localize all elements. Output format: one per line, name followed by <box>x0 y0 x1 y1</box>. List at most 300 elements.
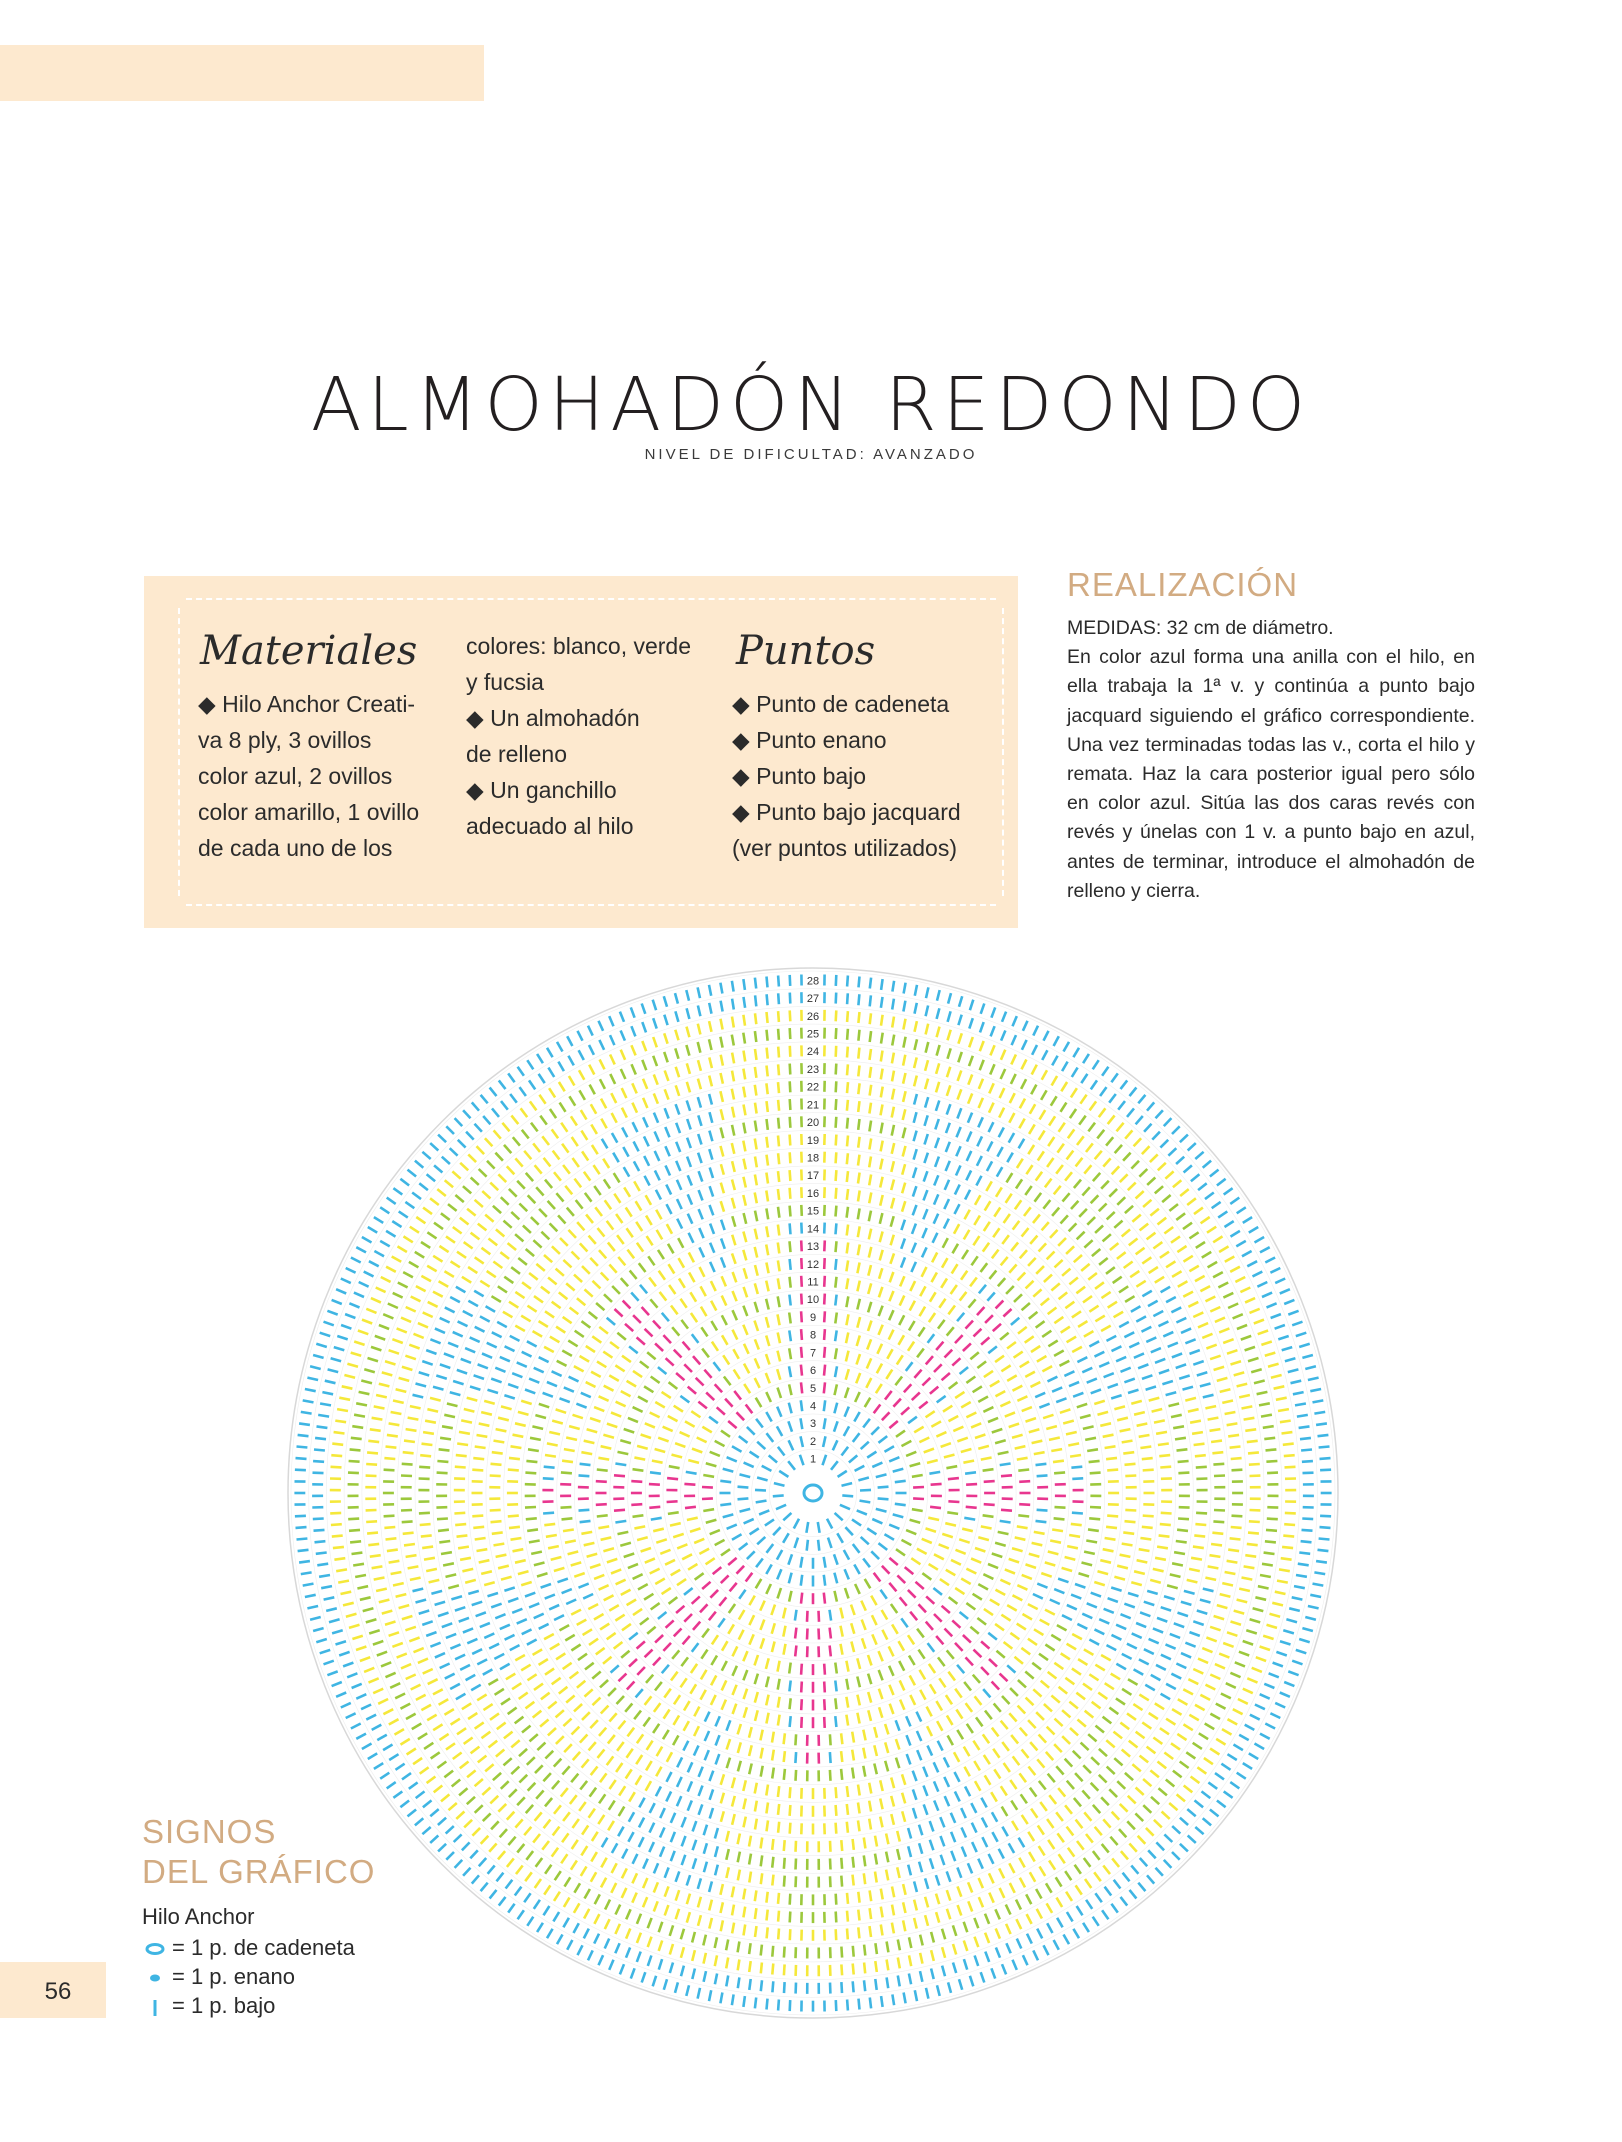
single-crochet-stitch <box>892 1923 894 1934</box>
single-crochet-stitch <box>457 1728 466 1734</box>
single-crochet-stitch <box>1021 1079 1026 1089</box>
single-crochet-stitch <box>325 1381 336 1384</box>
single-crochet-stitch <box>922 1247 927 1257</box>
single-crochet-stitch <box>568 1552 579 1555</box>
single-crochet-stitch <box>704 1862 707 1873</box>
single-crochet-stitch <box>853 1964 854 1975</box>
single-crochet-stitch <box>955 1588 964 1594</box>
single-crochet-stitch <box>1283 1444 1294 1445</box>
single-crochet-stitch <box>691 1664 697 1673</box>
single-crochet-stitch <box>1302 1461 1313 1462</box>
single-crochet-stitch <box>1091 1757 1099 1765</box>
single-crochet-stitch <box>1047 1923 1052 1933</box>
single-crochet-stitch <box>1143 1200 1151 1207</box>
single-crochet-stitch <box>1121 1897 1128 1906</box>
single-crochet-stitch <box>581 1532 592 1534</box>
single-crochet-stitch <box>552 1421 563 1424</box>
single-crochet-stitch <box>1045 1645 1054 1651</box>
single-crochet-stitch <box>698 1042 701 1053</box>
single-crochet-stitch <box>1080 1415 1091 1418</box>
single-crochet-stitch <box>382 1372 393 1375</box>
single-crochet-stitch <box>788 1554 792 1564</box>
single-crochet-stitch <box>534 1614 544 1619</box>
single-crochet-stitch <box>438 1818 446 1825</box>
single-crochet-stitch <box>1088 1529 1099 1531</box>
single-crochet-stitch <box>401 1476 412 1477</box>
single-crochet-stitch <box>676 1373 684 1380</box>
single-crochet-stitch <box>666 1166 671 1176</box>
single-crochet-stitch <box>546 1535 557 1537</box>
single-crochet-stitch <box>461 1420 472 1422</box>
single-crochet-stitch <box>1169 1404 1180 1407</box>
single-crochet-stitch <box>515 1717 524 1724</box>
single-crochet-stitch <box>592 1145 598 1154</box>
single-crochet-stitch <box>1240 1288 1250 1293</box>
round-number-label: 2 <box>809 1435 817 1448</box>
single-crochet-stitch <box>1106 1267 1115 1274</box>
single-crochet-stitch <box>887 1960 889 1971</box>
single-crochet-stitch <box>1157 1547 1168 1549</box>
single-crochet-stitch <box>1191 1777 1200 1784</box>
single-crochet-stitch <box>456 1287 466 1293</box>
single-crochet-stitch <box>966 1703 973 1712</box>
single-crochet-stitch <box>733 1666 737 1676</box>
single-crochet-stitch <box>637 1537 648 1540</box>
single-crochet-stitch <box>947 1512 958 1514</box>
single-crochet-stitch <box>526 1173 533 1181</box>
single-crochet-stitch <box>824 1400 825 1411</box>
single-crochet-stitch <box>890 1704 894 1714</box>
single-crochet-stitch <box>966 1507 977 1508</box>
single-crochet-stitch <box>755 1490 766 1491</box>
single-crochet-stitch <box>881 1996 883 2007</box>
single-crochet-stitch <box>1076 1158 1083 1167</box>
single-crochet-stitch <box>1072 1478 1083 1479</box>
single-crochet-stitch <box>643 1098 647 1108</box>
single-crochet-stitch <box>790 1912 791 1923</box>
single-crochet-stitch <box>1098 1571 1109 1574</box>
single-crochet-stitch <box>457 1370 467 1374</box>
single-crochet-stitch <box>1193 1621 1203 1625</box>
round-number-label: 19 <box>806 1134 820 1147</box>
single-crochet-stitch <box>612 1286 620 1294</box>
single-crochet-stitch <box>1036 1521 1047 1522</box>
single-crochet-stitch <box>1077 1357 1087 1362</box>
single-crochet-stitch <box>600 1079 605 1089</box>
single-crochet-stitch <box>369 1678 379 1682</box>
single-crochet-stitch <box>1187 1580 1198 1583</box>
single-crochet-stitch <box>1069 1278 1078 1285</box>
single-crochet-stitch <box>774 1483 785 1486</box>
single-crochet-stitch <box>634 1142 639 1152</box>
single-crochet-stitch <box>923 1209 927 1219</box>
single-crochet-stitch <box>1119 1829 1126 1837</box>
single-crochet-stitch <box>1177 1246 1186 1252</box>
single-crochet-stitch <box>650 1299 657 1307</box>
single-crochet-stitch <box>579 1050 584 1060</box>
single-crochet-stitch <box>537 1743 545 1751</box>
round-number-label: 10 <box>806 1294 820 1307</box>
single-crochet-stitch <box>1136 1788 1144 1795</box>
single-crochet-stitch <box>1052 1530 1063 1532</box>
single-crochet-stitch <box>1173 1426 1184 1428</box>
single-crochet-stitch <box>1109 1789 1117 1797</box>
single-crochet-stitch <box>1001 1786 1007 1795</box>
single-crochet-stitch <box>777 1569 781 1579</box>
single-crochet-stitch <box>844 1550 849 1560</box>
single-crochet-stitch <box>1245 1725 1255 1730</box>
single-crochet-stitch <box>863 1766 865 1777</box>
single-crochet-stitch <box>1118 1101 1125 1110</box>
single-crochet-stitch <box>859 977 860 988</box>
single-crochet-stitch <box>1239 1735 1249 1740</box>
single-crochet-stitch <box>1258 1586 1269 1588</box>
single-crochet-stitch <box>743 1123 745 1134</box>
single-crochet-stitch <box>688 1460 699 1463</box>
single-crochet-stitch <box>658 1367 667 1374</box>
single-crochet-stitch <box>1000 1088 1005 1098</box>
single-crochet-stitch <box>305 1595 316 1597</box>
single-crochet-stitch <box>1289 1608 1300 1611</box>
single-crochet-stitch <box>790 1929 791 1940</box>
single-crochet-stitch <box>1156 1665 1166 1670</box>
single-crochet-stitch <box>467 1398 478 1401</box>
single-crochet-stitch <box>364 1272 374 1277</box>
single-crochet-stitch <box>1243 1689 1253 1694</box>
signos-heading <box>142 1812 375 1892</box>
single-crochet-stitch <box>528 1783 536 1791</box>
single-crochet-stitch <box>966 1377 975 1383</box>
single-crochet-stitch <box>385 1361 396 1364</box>
single-crochet-stitch <box>477 1549 488 1551</box>
single-crochet-stitch <box>978 1584 988 1589</box>
single-crochet-stitch <box>642 1972 646 1982</box>
single-crochet-stitch <box>968 1901 972 1911</box>
single-crochet-stitch <box>407 1749 416 1755</box>
single-crochet-stitch <box>1228 1550 1239 1552</box>
single-crochet-stitch <box>743 1799 745 1810</box>
materiales-line: color azul, 2 ovillos <box>198 763 393 789</box>
single-crochet-stitch <box>645 1176 650 1186</box>
single-crochet-stitch <box>1264 1684 1274 1688</box>
single-crochet-stitch <box>477 1659 487 1664</box>
single-crochet-stitch <box>643 1897 647 1907</box>
single-crochet-stitch <box>629 1812 634 1822</box>
signos-subheading: Hilo Anchor <box>142 1904 255 1929</box>
single-crochet-stitch <box>401 1664 411 1668</box>
single-crochet-stitch <box>790 1223 791 1234</box>
single-crochet-stitch <box>627 1600 637 1606</box>
single-crochet-stitch <box>472 1828 480 1836</box>
single-crochet-stitch <box>743 1780 746 1791</box>
single-crochet-stitch <box>624 1187 630 1196</box>
single-crochet-stitch <box>572 1727 580 1735</box>
single-crochet-stitch <box>539 1357 549 1362</box>
single-crochet-stitch <box>1280 1421 1291 1423</box>
single-crochet-stitch <box>968 1094 972 1104</box>
single-crochet-stitch <box>569 1230 577 1238</box>
single-crochet-stitch <box>441 1552 452 1554</box>
single-crochet-stitch <box>1042 1222 1049 1230</box>
single-crochet-stitch <box>905 1567 914 1574</box>
single-crochet-stitch <box>992 1554 1003 1558</box>
single-crochet-stitch <box>901 1257 905 1267</box>
single-crochet-stitch <box>733 1704 737 1714</box>
single-crochet-stitch <box>693 1858 696 1869</box>
single-crochet-stitch <box>1001 1031 1005 1041</box>
single-crochet-stitch <box>1235 1662 1245 1666</box>
single-crochet-stitch <box>777 1407 781 1417</box>
single-crochet-stitch <box>875 1943 877 1954</box>
single-crochet-stitch <box>603 1657 612 1664</box>
single-crochet-stitch <box>778 1893 779 1904</box>
single-crochet-stitch <box>1203 1818 1211 1825</box>
single-crochet-stitch <box>1022 1303 1030 1310</box>
single-crochet-stitch <box>296 1458 307 1459</box>
single-crochet-stitch <box>572 1840 578 1849</box>
single-crochet-stitch <box>987 1293 994 1301</box>
single-crochet-stitch <box>903 1920 905 1931</box>
single-crochet-stitch <box>1061 1215 1068 1223</box>
materiales-line: de cada uno de los <box>198 835 393 861</box>
single-crochet-stitch <box>728 1624 734 1633</box>
single-crochet-stitch <box>1012 1435 1023 1438</box>
single-crochet-stitch <box>929 1313 935 1322</box>
single-crochet-stitch <box>1162 1381 1173 1384</box>
single-crochet-stitch <box>489 1844 496 1852</box>
single-crochet-stitch <box>989 1893 993 1903</box>
single-crochet-stitch <box>1139 1169 1147 1177</box>
single-crochet-stitch <box>1262 1564 1273 1566</box>
single-crochet-stitch <box>500 1357 510 1361</box>
single-crochet-stitch <box>744 1364 749 1374</box>
single-crochet-stitch <box>1068 1848 1074 1857</box>
single-crochet-stitch <box>841 1644 843 1655</box>
single-crochet-stitch <box>1076 1693 1085 1700</box>
single-crochet-stitch <box>560 1103 566 1112</box>
single-crochet-stitch <box>1045 1179 1052 1188</box>
single-crochet-stitch <box>1052 1208 1059 1216</box>
single-crochet-stitch <box>496 1429 507 1431</box>
single-crochet-stitch <box>522 1352 532 1357</box>
single-crochet-stitch <box>755 1926 757 1937</box>
single-crochet-stitch <box>1020 1878 1025 1888</box>
single-crochet-stitch <box>477 1435 488 1437</box>
single-crochet-stitch <box>633 1854 638 1864</box>
single-crochet-stitch <box>1150 1154 1158 1162</box>
single-crochet-stitch <box>348 1519 359 1520</box>
single-crochet-stitch <box>1000 1521 1011 1523</box>
single-crochet-stitch <box>1211 1441 1222 1442</box>
single-crochet-stitch <box>979 1285 986 1294</box>
single-crochet-stitch <box>565 1635 574 1641</box>
single-crochet-stitch <box>1039 1654 1048 1660</box>
single-crochet-stitch <box>656 1539 667 1542</box>
single-crochet-stitch <box>631 1968 635 1978</box>
single-crochet-stitch <box>1052 1076 1058 1086</box>
single-crochet-stitch <box>464 1738 473 1744</box>
single-crochet-stitch <box>472 1649 482 1654</box>
single-crochet-stitch <box>1089 1461 1100 1462</box>
single-crochet-stitch <box>611 1883 616 1893</box>
single-crochet-stitch <box>524 1893 530 1902</box>
single-crochet-stitch <box>1136 1248 1145 1255</box>
single-crochet-stitch <box>979 1897 983 1907</box>
single-crochet-stitch <box>633 1469 644 1471</box>
materiales-line: ◆ Un almohadón <box>466 705 640 731</box>
single-crochet-stitch <box>639 1818 644 1828</box>
single-crochet-stitch <box>801 1347 802 1358</box>
single-crochet-stitch <box>472 1516 483 1517</box>
single-crochet-stitch <box>847 1243 849 1254</box>
single-crochet-stitch <box>845 1407 849 1417</box>
single-crochet-stitch <box>1147 1747 1156 1754</box>
single-crochet-stitch <box>984 1755 990 1764</box>
single-crochet-stitch <box>571 1774 578 1783</box>
single-crochet-stitch <box>664 996 667 1007</box>
chain-stitch-icon <box>142 1939 172 1959</box>
single-crochet-stitch <box>582 1151 588 1160</box>
single-crochet-stitch <box>824 1365 825 1376</box>
single-crochet-stitch <box>765 1519 774 1525</box>
single-crochet-stitch <box>1285 1358 1296 1361</box>
single-crochet-stitch <box>455 1118 463 1126</box>
single-crochet-stitch <box>686 1045 689 1056</box>
single-crochet-stitch <box>356 1403 367 1405</box>
single-crochet-stitch <box>1036 1712 1044 1720</box>
single-crochet-stitch <box>858 1066 859 1077</box>
single-crochet-stitch <box>1230 1447 1241 1448</box>
single-crochet-stitch <box>721 1019 723 1030</box>
single-crochet-stitch <box>1264 1438 1275 1439</box>
single-crochet-stitch <box>870 1013 871 1024</box>
single-crochet-stitch <box>501 1698 510 1704</box>
single-crochet-stitch <box>419 1183 428 1190</box>
single-crochet-stitch <box>556 1710 564 1717</box>
single-crochet-stitch <box>925 1915 928 1926</box>
materiales-line: ◆ Un ganchillo <box>466 777 617 803</box>
single-crochet-stitch <box>682 1817 686 1827</box>
single-crochet-stitch <box>1284 1300 1294 1304</box>
single-crochet-stitch <box>710 1590 718 1598</box>
single-crochet-stitch <box>836 1135 837 1146</box>
single-crochet-stitch <box>974 1216 980 1225</box>
single-crochet-stitch <box>1308 1378 1319 1380</box>
single-crochet-stitch <box>392 1257 402 1262</box>
single-crochet-stitch <box>295 1516 306 1517</box>
single-crochet-stitch <box>1013 1960 1017 1970</box>
single-crochet-stitch <box>327 1311 337 1315</box>
single-crochet-stitch <box>530 1101 537 1110</box>
single-crochet-stitch <box>569 1377 579 1382</box>
single-crochet-stitch <box>945 1350 953 1358</box>
single-crochet-stitch <box>847 1064 848 1075</box>
single-crochet-stitch <box>1163 1332 1173 1336</box>
single-crochet-stitch <box>595 1207 602 1216</box>
single-crochet-stitch <box>677 1180 681 1190</box>
single-crochet-stitch <box>788 1461 795 1470</box>
single-crochet-stitch <box>511 1767 519 1775</box>
single-crochet-stitch <box>621 1050 625 1060</box>
single-crochet-stitch <box>1263 1426 1274 1428</box>
single-crochet-stitch <box>772 1875 773 1886</box>
single-crochet-stitch <box>1014 1352 1023 1358</box>
single-crochet-stitch <box>574 1573 584 1577</box>
single-crochet-stitch <box>881 1033 883 1044</box>
single-crochet-stitch <box>727 1720 731 1730</box>
single-crochet-stitch <box>687 1119 691 1129</box>
single-crochet-stitch <box>359 1282 369 1287</box>
single-crochet-stitch <box>320 1333 331 1336</box>
single-crochet-stitch <box>643 1878 647 1888</box>
single-crochet-stitch <box>966 1484 977 1485</box>
single-crochet-stitch <box>994 1704 1001 1712</box>
single-crochet-stitch <box>665 1089 669 1099</box>
round-number-label: 9 <box>809 1311 817 1324</box>
single-crochet-stitch <box>369 1261 379 1266</box>
single-crochet-stitch <box>607 1424 617 1428</box>
single-crochet-stitch <box>903 1037 905 1048</box>
single-crochet-stitch <box>1055 1260 1063 1268</box>
single-crochet-stitch <box>831 1461 838 1470</box>
single-crochet-stitch <box>790 1099 791 1110</box>
single-crochet-stitch <box>917 1549 927 1554</box>
single-crochet-stitch <box>562 1518 573 1519</box>
single-crochet-stitch <box>475 1805 483 1813</box>
single-crochet-stitch <box>662 1665 669 1673</box>
single-crochet-stitch <box>1270 1713 1280 1718</box>
single-crochet-stitch <box>835 1366 837 1377</box>
single-crochet-stitch <box>869 1193 871 1204</box>
single-crochet-stitch <box>981 1667 989 1675</box>
single-crochet-stitch <box>929 1664 935 1673</box>
single-crochet-stitch <box>1255 1597 1266 1600</box>
single-crochet-stitch <box>836 993 837 1004</box>
single-crochet-stitch <box>642 1041 646 1051</box>
single-crochet-stitch <box>654 1094 658 1104</box>
single-crochet-stitch <box>356 1694 366 1699</box>
single-crochet-stitch <box>433 1689 443 1694</box>
single-crochet-stitch <box>1228 1754 1237 1760</box>
single-crochet-stitch <box>694 1726 699 1736</box>
single-crochet-stitch <box>505 1635 515 1640</box>
single-crochet-stitch <box>710 1771 714 1781</box>
single-crochet-stitch <box>690 1528 701 1531</box>
single-crochet-stitch <box>965 1787 970 1797</box>
single-crochet-stitch <box>534 1563 545 1566</box>
single-crochet-stitch <box>603 1352 612 1358</box>
single-crochet-stitch <box>1109 1189 1117 1197</box>
single-crochet-stitch <box>632 1893 636 1903</box>
single-crochet-stitch <box>1146 1828 1154 1836</box>
single-crochet-stitch <box>1077 1841 1084 1850</box>
single-crochet-stitch <box>533 1834 540 1843</box>
single-crochet-stitch <box>952 1620 960 1627</box>
single-crochet-stitch <box>1144 1124 1151 1132</box>
single-crochet-stitch <box>899 1641 905 1651</box>
single-crochet-stitch <box>444 1354 454 1358</box>
single-crochet-stitch <box>416 1791 425 1798</box>
single-crochet-stitch <box>375 1336 385 1340</box>
single-crochet-stitch <box>464 1242 473 1248</box>
single-crochet-stitch <box>433 1292 443 1297</box>
single-crochet-stitch <box>732 1994 734 2005</box>
single-crochet-stitch <box>881 1141 883 1152</box>
single-crochet-stitch <box>836 2000 837 2011</box>
single-crochet-stitch <box>422 1444 433 1445</box>
single-crochet-stitch <box>744 1287 748 1297</box>
single-crochet-stitch <box>936 1912 939 1923</box>
